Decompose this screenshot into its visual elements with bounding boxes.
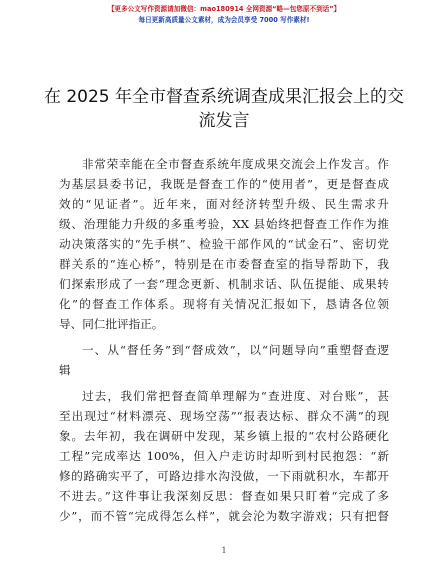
- body-line: 们探索形成了一套“理念更新、机制求话、队伍提能、成果转: [59, 277, 389, 291]
- body-line: 工程”完成率达 100%，但入户走访时却听到村民抱怨：“新: [59, 449, 389, 463]
- body-line: 级、治理能力升级的多重考验，XX 县始终把督查工作作为推: [59, 217, 389, 231]
- body-line: 非常荣幸能在全市督查系统年度成果交流会上作发言。作: [82, 157, 389, 171]
- body-line: 象。去年初，我在调研中发现，某乡镇上报的“农村公路硬化: [59, 429, 389, 443]
- body-line: 效的“见证者”。近年来，面对经济转型升级、民生需求升: [59, 197, 389, 211]
- body-line: 修的路确实平了，可路边排水沟没做，一下雨就积水，车都开: [59, 469, 389, 483]
- document-title-line-1: 在 2025 年全市督查系统调查成果汇报会上的交: [43, 87, 405, 107]
- promo-banner-line-2: 每日更新高质量公文素材，成为会员享受 7000 写作素材!: [138, 16, 310, 24]
- body-line: 过去，我们常把督查简单理解为“查进度、对台账”，甚: [82, 389, 389, 403]
- promo-banner-line-1: 【更多公文写作资源请加微信：mao180914 全网资源“略—包您原不到话”】: [107, 5, 341, 13]
- document-title-line-2: 流发言: [198, 111, 250, 131]
- body-line: 群关系的“连心桥”，特别是在市委督查室的指导帮助下，我: [59, 257, 389, 271]
- section-heading-line: 辑: [59, 363, 71, 377]
- section-heading-line: 一、从“督任务”到“督成效”，以“问题导向”重塑督查逻: [82, 343, 389, 357]
- body-line: 不进去。”这件事让我深刻反思：督查如果只盯着“完成了多: [59, 489, 389, 503]
- body-line: 至出现过“材料漂亮、现场空荡”“报表达标、群众不满”的现: [59, 409, 389, 423]
- body-line: 化”的督查工作体系。现将有关情况汇报如下，恳请各位领: [59, 297, 389, 311]
- body-line: 少”，而不管“完成得怎么样”，就会沦为数字游戏；只有把督: [59, 509, 389, 523]
- page-number: 1: [221, 546, 227, 555]
- body-line: 为基层县委书记，我既是督查工作的“使用者”，更是督查成: [59, 177, 389, 191]
- body-line: 动决策落实的“先手棋”、检验干部作风的“试金石”、密切党: [59, 237, 389, 251]
- body-line: 导、同仁批评指正。: [59, 317, 164, 331]
